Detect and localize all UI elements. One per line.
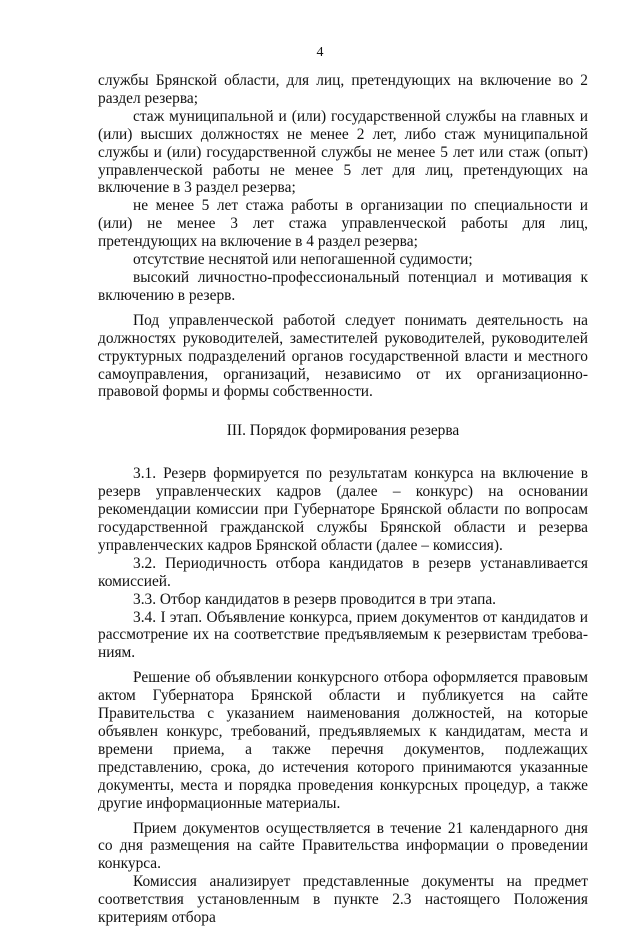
- section-heading: III. Порядок формирования резерва: [226, 422, 460, 440]
- paragraph: службы Брянской области, для лиц, претендующих на включение во 2 раздел резерва;: [98, 72, 588, 107]
- paragraphs-before-heading: [98, 72, 588, 401]
- paragraph: отсутствие неснятой или непогашенной судимости;: [133, 251, 473, 269]
- paragraph: 3.3. Отбор кандидатов в резерв проводится в три этапа.: [133, 590, 497, 608]
- paragraph: Прием документов осуществляется в течение 21 календарного дня со дня размещения на сайте Правительства информации о проведении конкурса.: [98, 819, 588, 873]
- paragraphs-after-heading: [98, 465, 588, 927]
- paragraph: Решение об объявлении конкурсного отбора оформляется правовым актом Губернатора Брянской области и публикуется на сайте Правительства с указанием наименования должностей, на которые объявлен конкурс, требований, предъявляемых к кандидатам, места и времени приема, а также перечня документов, подлежащих представлению, срока, до истечения которого принимаются указанные документы, места и порядка проведения конкурсных процедур, а также другие информационные материалы.: [98, 669, 588, 812]
- page-number: 4: [316, 45, 324, 60]
- document-body: [98, 72, 588, 927]
- paragraph: высокий личностно-профессиональный потенциал и мотивация к включению в резерв.: [98, 268, 588, 304]
- paragraph: Под управленческой работой следует понимать деятельность на должностях руководителей, заместителей руководителей, руководителей структурных подразделений органов государственной власти и местного самоуправления, организаций, независимо от их организационно-правовой формы и формы собственности.: [98, 311, 588, 401]
- paragraph: стаж муниципальной и (или) государственной службы на главных и (или) высших должностях не менее 2 лет, либо стаж муниципальной службы и (или) государственной службы не менее 5 лет или стаж (опыт) управленческой работы не менее 5 лет для лиц, претендующих на включение в 3 раздел резерва;: [98, 107, 588, 197]
- paragraph: Комиссия анализирует представленные документы на предмет соответствия установленным в пункте 2.3 настоящего Положения критериям отбора: [98, 873, 588, 927]
- paragraph: 3.4. I этап. Объявление конкурса, прием документов от кандидатов и рассмотрение их на соответствие предъявляемым к резервистам требованиям.: [98, 608, 588, 662]
- paragraph: не менее 5 лет стажа работы в организации по специальности и (или) не менее 3 лет стажа управленческой работы для лиц, претендующих на включение в 4 раздел резерва;: [98, 197, 588, 251]
- paragraph: 3.1. Резерв формируется по результатам конкурса на включение в резерв управленческих кадров (далее – конкурс) на основании рекомендации комиссии при Губернаторе Брянской области по вопросам государственной гражданской службы Брянской области и резерва управленческих кадров Брянской области (далее – комиссия).: [98, 465, 588, 554]
- paragraph: 3.2. Периодичность отбора кандидатов в резерв устанавливается комиссией.: [98, 554, 588, 590]
